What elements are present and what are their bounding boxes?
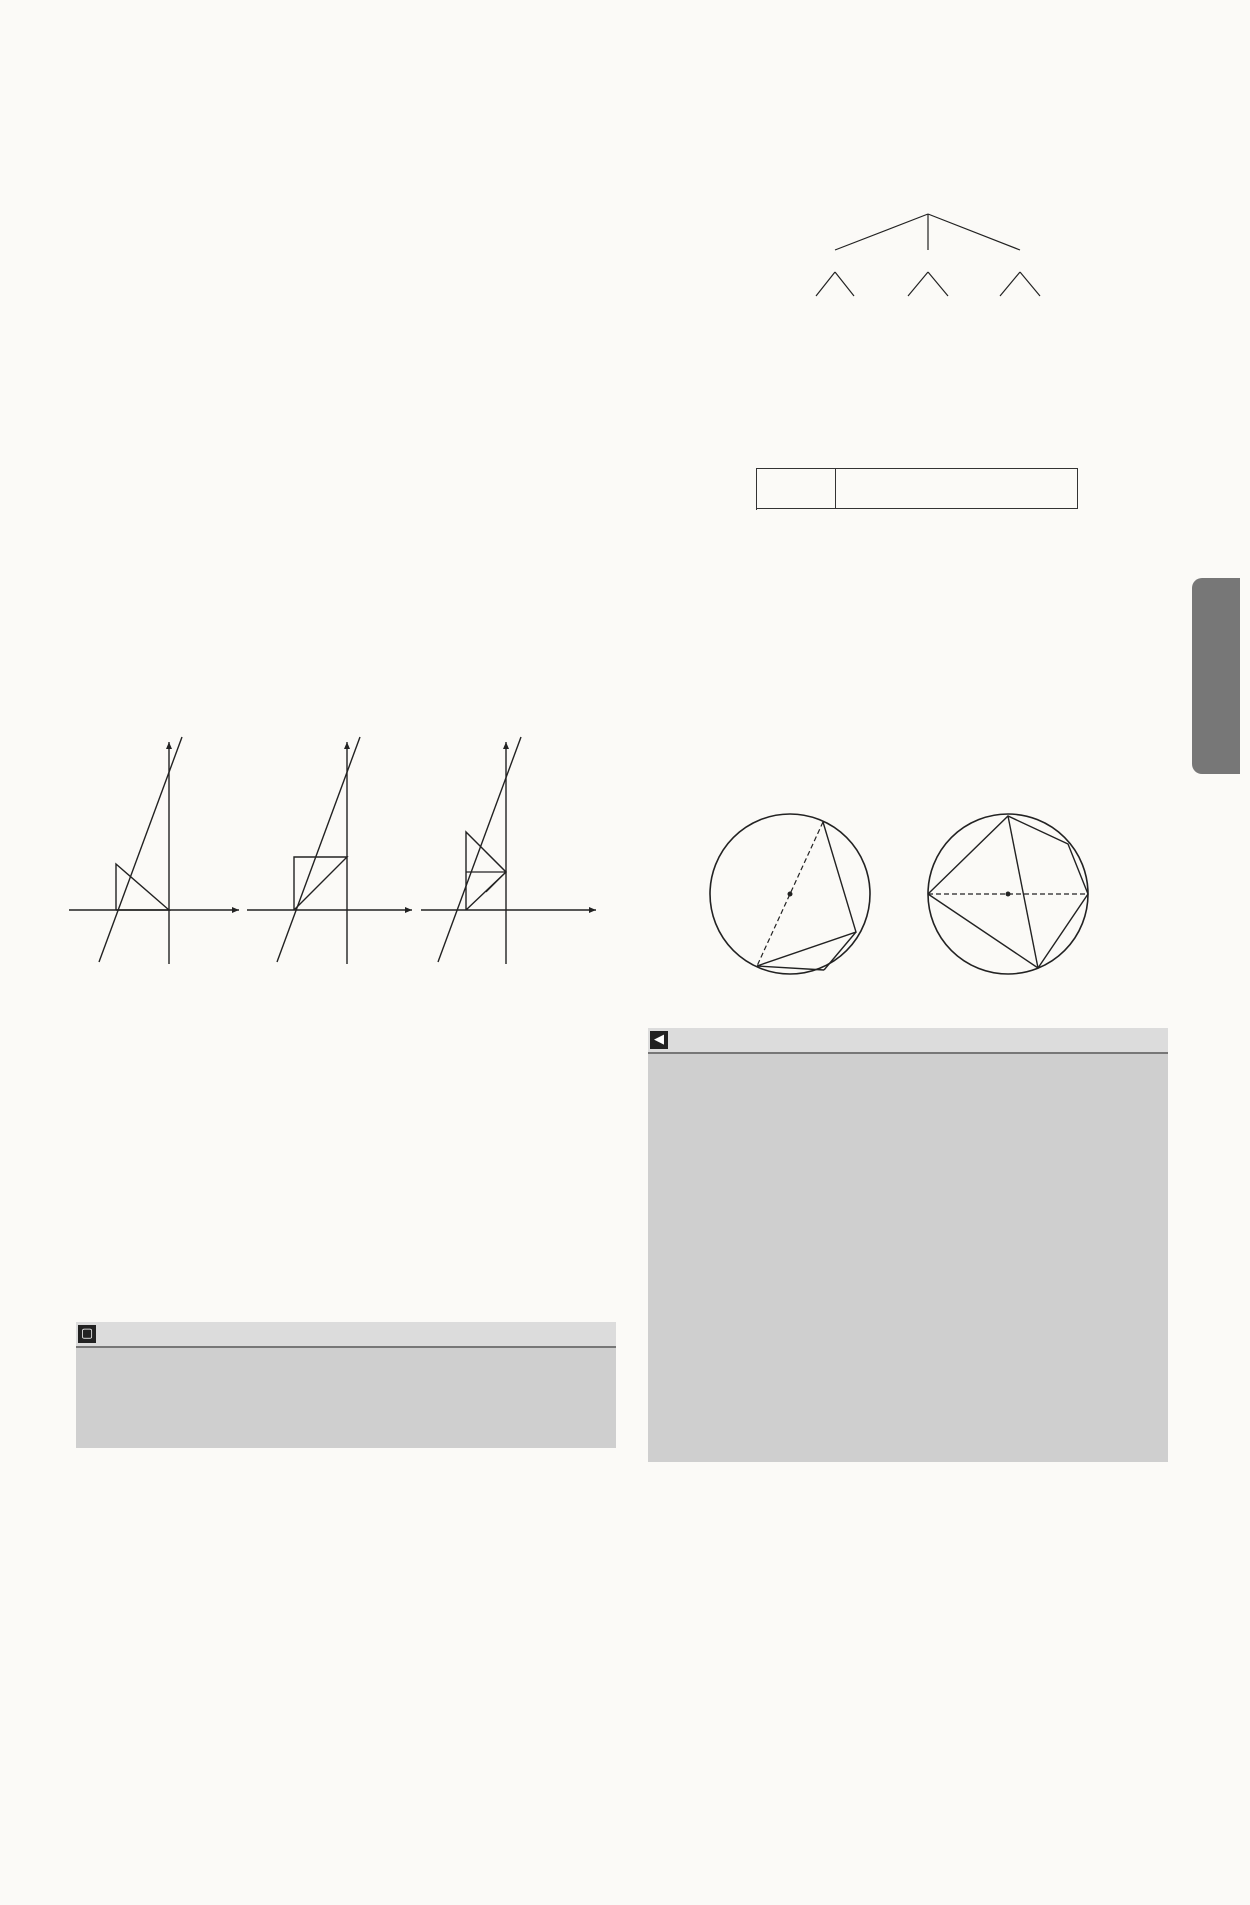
multi-solution-header xyxy=(76,1322,616,1348)
skill-icon: ◀ xyxy=(650,1031,668,1049)
graph-figures xyxy=(64,732,604,982)
right-column xyxy=(648,60,1168,1740)
skill-header xyxy=(648,1028,1168,1054)
skill-box xyxy=(648,1054,1168,1462)
probability-table xyxy=(756,468,1078,509)
graph-2 xyxy=(247,737,412,964)
multi-solution-icon: ▢ xyxy=(78,1325,96,1343)
multi-solution-box xyxy=(76,1348,616,1448)
circle-figures xyxy=(648,800,1168,1020)
table-head xyxy=(836,469,1078,509)
tree-diagram xyxy=(648,190,1168,320)
table-corner xyxy=(757,469,836,509)
circle-figure-1 xyxy=(710,814,870,974)
skill-title xyxy=(648,1054,1168,1058)
graph-3 xyxy=(421,737,596,964)
side-tab xyxy=(1192,578,1240,774)
graph-1 xyxy=(69,737,239,964)
circle-figure-2 xyxy=(928,814,1088,974)
left-column xyxy=(76,60,616,1740)
